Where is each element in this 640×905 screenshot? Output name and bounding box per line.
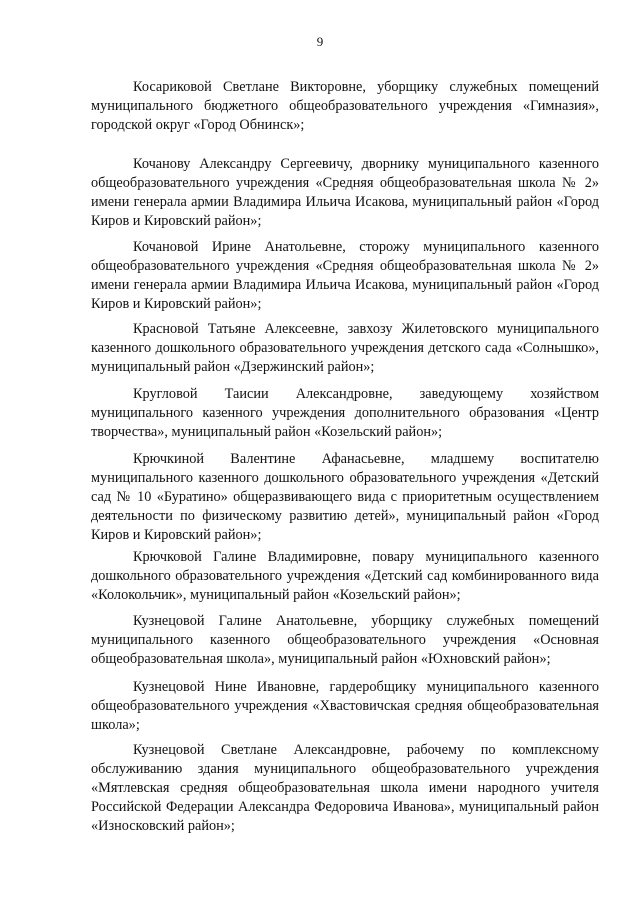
award-entry-krasnova: Красновой Татьяне Алексеевне, завхозу Жилетовского муниципального казенного дошкольного образовательного учреждения детского сада «Солнышко», муниципальный район «Дзержинский район»; (91, 321, 599, 375)
award-entry-kuznetsova-svetlana: Кузнецовой Светлане Александровне, рабочему по комплексному обслуживанию здания муниципального общеобразовательного учреждения «Мятлевская средняя общеобразовательная школа имени народного учителя Российской Федерации Александра Федоровича Иванова», муниципальный район «Износковский район»; (91, 742, 599, 834)
page-number: 9 (316, 34, 324, 49)
award-entry-kuznetsova-galina: Кузнецовой Галине Анатольевне, уборщику служебных помещений муниципального казенного общеобразовательного учреждения «Основная общеобразовательная школа», муниципальный район «Юхновский район»; (91, 613, 599, 667)
award-entry-kochanov: Кочанову Александру Сергеевичу, дворнику муниципального казенного общеобразовательного учреждения «Средняя общеобразовательная школа № 2» имени генерала армии Владимира Ильича Исакова, муниципальный район «Город Киров и Кировский район»; (91, 156, 599, 229)
award-entry-kruglova: Кругловой Таисии Александровне, заведующему хозяйством муниципального казенного учреждения дополнительного образования «Центр творчества», муниципальный район «Козельский район»; (91, 386, 599, 440)
award-entry-kosarikova: Косариковой Светлане Викторовне, уборщику служебных помещений муниципального бюджетного общеобразовательного учреждения «Гимназия», городской округ «Город Обнинск»; (91, 79, 599, 133)
award-entry-kuznetsova-nina: Кузнецовой Нине Ивановне, гардеробщику муниципального казенного общеобразовательного учреждения «Хвастовичская средняя общеобразовательная школа»; (91, 679, 599, 733)
award-entry-kryuchkova: Крючковой Галине Владимировне, повару муниципального казенного дошкольного образовательного учреждения «Детский сад комбинированного вида «Колокольчик», муниципальный район «Козельский район»; (91, 549, 599, 603)
award-entry-kochanova: Кочановой Ирине Анатольевне, сторожу муниципального казенного общеобразовательного учреждения «Средняя общеобразовательная школа № 2» имени генерала армии Владимира Ильича Исакова, муниципальный район «Город Киров и Кировский район»; (91, 239, 599, 312)
award-entry-kryuchkina: Крючкиной Валентине Афанасьевне, младшему воспитателю муниципального казенного дошкольного образовательного учреждения «Детский сад № 10 «Буратино» общеразвивающего вида с приоритетным осуществлением деятельности по физическому развитию детей», муниципальный район «Город Киров и Кировский район»; (91, 451, 599, 543)
